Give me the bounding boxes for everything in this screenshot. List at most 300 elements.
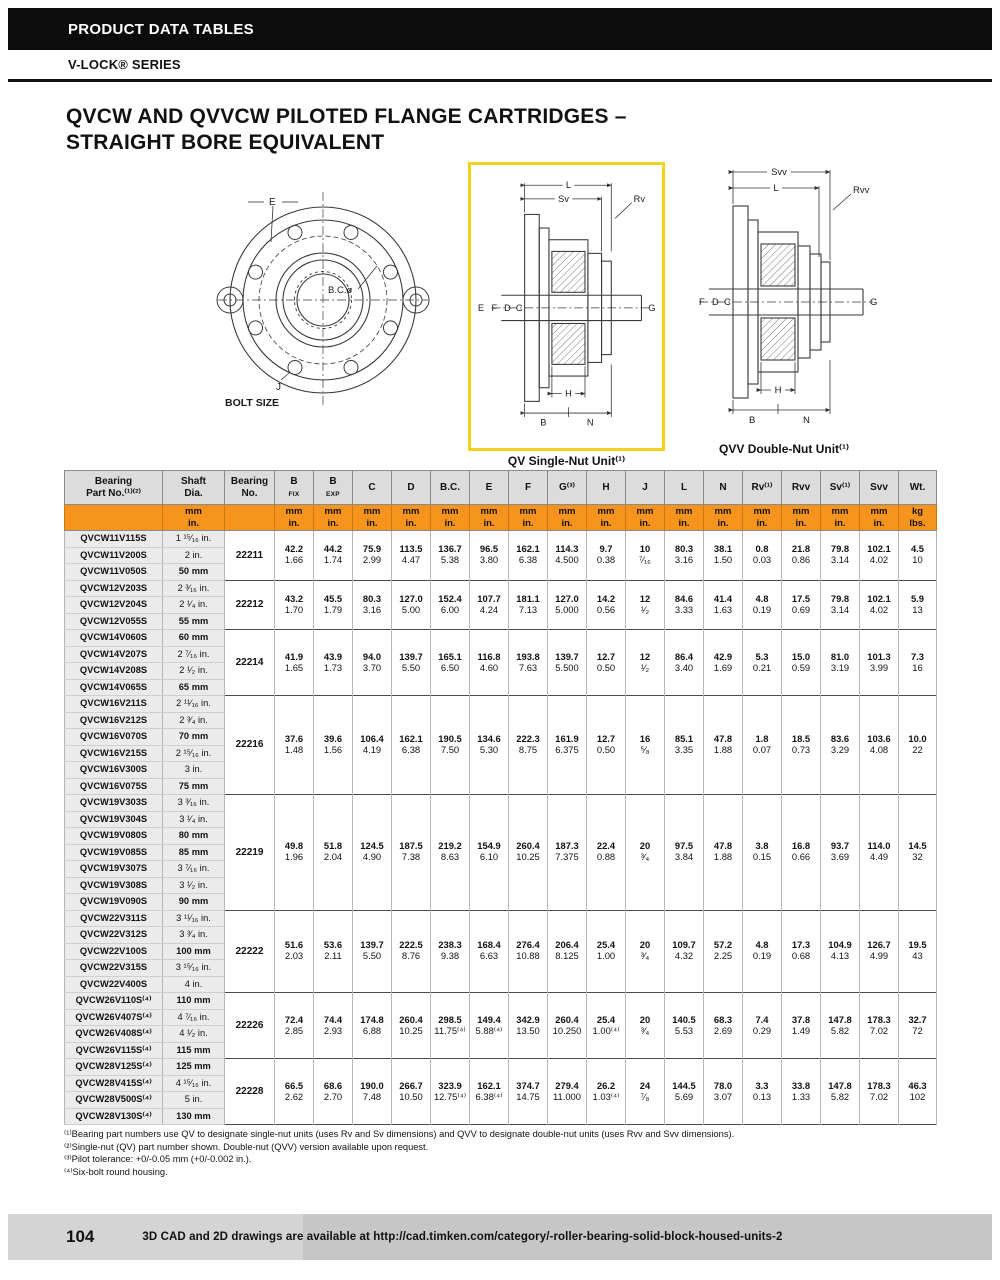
unit-cell-17: mm in. — [821, 505, 860, 531]
part-number-cell: QVCW22V400S — [65, 976, 163, 993]
table-header-row — [65, 471, 937, 505]
col-header-4: B EXP — [314, 471, 353, 505]
value-cell: 12.7 0.50 — [587, 630, 626, 696]
value-cell: 152.4 6.00 — [431, 580, 470, 630]
shaft-dia-cell: 3 in. — [163, 762, 225, 779]
value-cell: 238.3 9.38 — [431, 910, 470, 993]
dim-svv-label: Svv — [771, 167, 787, 178]
shaft-dia-cell: 5 in. — [163, 1092, 225, 1109]
dim-h-label: H — [565, 388, 572, 399]
dim-rvv-label: Rvv — [853, 185, 870, 196]
table-row — [65, 795, 937, 812]
value-cell: 39.6 1.56 — [314, 696, 353, 795]
front-j-label: J — [276, 382, 281, 393]
part-number-cell: QVCW22V100S — [65, 943, 163, 960]
table-units-row — [65, 505, 937, 531]
unit-cell-8: mm in. — [470, 505, 509, 531]
value-cell: 37.6 1.48 — [275, 696, 314, 795]
value-cell: 266.7 10.50 — [392, 1059, 431, 1125]
col-header-3: B FIX — [275, 471, 314, 505]
double-nut-diagram — [681, 162, 881, 434]
shaft-dia-cell: 70 mm — [163, 729, 225, 746]
col-header-7: B.C. — [431, 471, 470, 505]
value-cell: 104.9 4.13 — [821, 910, 860, 993]
part-number-cell: QVCW12V055S — [65, 613, 163, 630]
unit-cell-0 — [65, 505, 163, 531]
value-cell: 45.5 1.79 — [314, 580, 353, 630]
part-number-cell: QVCW22V312S — [65, 927, 163, 944]
value-cell: 22.4 0.88 — [587, 795, 626, 911]
value-cell: 276.4 10.88 — [509, 910, 548, 993]
value-cell: 162.1 6.38⁽⁴⁾ — [470, 1059, 509, 1125]
value-cell: 19.5 43 — [899, 910, 937, 993]
part-number-cell: QVCW26V110S⁽⁴⁾ — [65, 993, 163, 1010]
value-cell: 5.9 13 — [899, 580, 937, 630]
value-cell: 136.7 5.38 — [431, 531, 470, 581]
footnote: ⁽³⁾Pilot tolerance: +0/-0.05 mm (+0/-0.002 in.). — [64, 1154, 252, 1165]
value-cell: 222.5 8.76 — [392, 910, 431, 993]
value-cell: 17.5 0.69 — [782, 580, 821, 630]
part-number-cell: QVCW26V408S⁽⁴⁾ — [65, 1026, 163, 1043]
dim-rv-label: Rv — [633, 193, 645, 204]
highlight-box — [468, 162, 665, 451]
shaft-dia-cell: 2 ¹⁄₄ in. — [163, 597, 225, 614]
part-number-cell: QVCW14V207S — [65, 646, 163, 663]
value-cell: 51.6 2.03 — [275, 910, 314, 993]
value-cell: 107.7 4.24 — [470, 580, 509, 630]
col-header-16: Rvv — [782, 471, 821, 505]
table-row — [65, 630, 937, 647]
table-row — [65, 580, 937, 597]
part-number-cell: QVCW16V300S — [65, 762, 163, 779]
part-number-cell: QVCW16V070S — [65, 729, 163, 746]
value-cell: 84.6 3.33 — [665, 580, 704, 630]
shaft-dia-cell: 60 mm — [163, 630, 225, 647]
value-cell: 102.1 4.02 — [860, 531, 899, 581]
dim-c-label: C — [724, 297, 731, 308]
dim-e-label: E — [477, 302, 485, 313]
value-cell: 46.3 102 — [899, 1059, 937, 1125]
value-cell: 47.8 1.88 — [704, 696, 743, 795]
value-cell: 42.2 1.66 — [275, 531, 314, 581]
value-cell: 113.5 4.47 — [392, 531, 431, 581]
shaft-dia-cell: 4 ¹⁵⁄₁₆ in. — [163, 1075, 225, 1092]
value-cell: 154.9 6.10 — [470, 795, 509, 911]
unit-cell-14: mm in. — [704, 505, 743, 531]
value-cell: 78.0 3.07 — [704, 1059, 743, 1125]
value-cell: 342.9 13.50 — [509, 993, 548, 1059]
value-cell: 139.7 5.50 — [353, 910, 392, 993]
part-number-cell: QVCW22V311S — [65, 910, 163, 927]
part-number-cell: QVCW19V303S — [65, 795, 163, 812]
shaft-dia-cell: 4 in. — [163, 976, 225, 993]
bearing-no-cell: 22212 — [225, 580, 275, 630]
col-header-14: N — [704, 471, 743, 505]
value-cell: 161.9 6.375 — [548, 696, 587, 795]
value-cell: 109.7 4.32 — [665, 910, 704, 993]
series-label: V-LOCK® SERIES — [68, 57, 181, 72]
value-cell: 94.0 3.70 — [353, 630, 392, 696]
value-cell: 16.8 0.66 — [782, 795, 821, 911]
shaft-dia-cell: 2 ¹¹⁄₁₆ in. — [163, 696, 225, 713]
value-cell: 41.4 1.63 — [704, 580, 743, 630]
shaft-dia-cell: 4 ⁷⁄₁₆ in. — [163, 1009, 225, 1026]
value-cell: 21.8 0.86 — [782, 531, 821, 581]
unit-cell-16: mm in. — [782, 505, 821, 531]
value-cell: 72.4 2.85 — [275, 993, 314, 1059]
col-header-13: L — [665, 471, 704, 505]
value-cell: 165.1 6.50 — [431, 630, 470, 696]
value-cell: 187.3 7.375 — [548, 795, 587, 911]
value-cell: 42.9 1.69 — [704, 630, 743, 696]
single-nut-dimensions — [525, 183, 632, 417]
dim-f-label: F — [491, 302, 498, 313]
value-cell: 260.4 10.25 — [392, 993, 431, 1059]
value-cell: 12 ¹⁄₂ — [626, 630, 665, 696]
dim-sv-label: Sv — [558, 193, 569, 204]
page-title-line2: STRAIGHT BORE EQUIVALENT — [66, 130, 385, 154]
value-cell: 190.5 7.50 — [431, 696, 470, 795]
unit-cell-3: mm in. — [275, 505, 314, 531]
value-cell: 190.0 7.48 — [353, 1059, 392, 1125]
header-rule — [8, 79, 992, 82]
value-cell: 86.4 3.40 — [665, 630, 704, 696]
dim-f-label: F — [699, 297, 705, 308]
table-row — [65, 1059, 937, 1076]
value-cell: 144.5 5.69 — [665, 1059, 704, 1125]
value-cell: 3.3 0.13 — [743, 1059, 782, 1125]
value-cell: 260.4 10.25 — [509, 795, 548, 911]
value-cell: 33.8 1.33 — [782, 1059, 821, 1125]
value-cell: 18.5 0.73 — [782, 696, 821, 795]
value-cell: 12 ¹⁄₂ — [626, 580, 665, 630]
value-cell: 43.9 1.73 — [314, 630, 353, 696]
unit-cell-13: mm in. — [665, 505, 704, 531]
part-number-cell: QVCW28V415S⁽⁴⁾ — [65, 1075, 163, 1092]
value-cell: 80.3 3.16 — [353, 580, 392, 630]
shaft-dia-cell: 50 mm — [163, 564, 225, 581]
value-cell: 103.6 4.08 — [860, 696, 899, 795]
bearing-no-cell: 22226 — [225, 993, 275, 1059]
part-number-cell: QVCW11V050S — [65, 564, 163, 581]
unit-cell-5: mm in. — [353, 505, 392, 531]
col-header-1: Shaft Dia. — [163, 471, 225, 505]
value-cell: 25.4 1.00⁽⁴⁾ — [587, 993, 626, 1059]
value-cell: 147.8 5.82 — [821, 993, 860, 1059]
table-row — [65, 696, 937, 713]
value-cell: 7.3 16 — [899, 630, 937, 696]
header-bar-title: PRODUCT DATA TABLES — [68, 20, 254, 38]
table-row — [65, 531, 937, 548]
value-cell: 47.8 1.88 — [704, 795, 743, 911]
col-header-15: Rv⁽¹⁾ — [743, 471, 782, 505]
col-header-5: C — [353, 471, 392, 505]
bearing-no-cell: 22222 — [225, 910, 275, 993]
shaft-dia-cell: 100 mm — [163, 943, 225, 960]
unit-cell-4: mm in. — [314, 505, 353, 531]
part-number-cell: QVCW14V060S — [65, 630, 163, 647]
footnotes — [64, 1128, 944, 1178]
value-cell: 206.4 8.125 — [548, 910, 587, 993]
shaft-dia-cell: 3 ³⁄₁₆ in. — [163, 795, 225, 812]
value-cell: 168.4 6.63 — [470, 910, 509, 993]
value-cell: 24 ⁷⁄₈ — [626, 1059, 665, 1125]
value-cell: 7.4 0.29 — [743, 993, 782, 1059]
value-cell: 15.0 0.59 — [782, 630, 821, 696]
unit-cell-1: mm in. — [163, 505, 225, 531]
value-cell: 114.3 4.500 — [548, 531, 587, 581]
value-cell: 323.9 12.75⁽⁴⁾ — [431, 1059, 470, 1125]
page-title — [66, 104, 627, 155]
value-cell: 79.8 3.14 — [821, 531, 860, 581]
dim-n-label: N — [586, 417, 594, 428]
shaft-dia-cell: 115 mm — [163, 1042, 225, 1059]
dim-d-label: D — [504, 302, 511, 313]
value-cell: 0.8 0.03 — [743, 531, 782, 581]
value-cell: 74.4 2.93 — [314, 993, 353, 1059]
value-cell: 162.1 6.38 — [392, 696, 431, 795]
value-cell: 44.2 1.74 — [314, 531, 353, 581]
shaft-dia-cell: 130 mm — [163, 1108, 225, 1125]
value-cell: 126.7 4.99 — [860, 910, 899, 993]
value-cell: 219.2 8.63 — [431, 795, 470, 911]
unit-cell-6: mm in. — [392, 505, 431, 531]
part-number-cell: QVCW28V500S⁽⁴⁾ — [65, 1092, 163, 1109]
value-cell: 134.6 5.30 — [470, 696, 509, 795]
value-cell: 4.8 0.19 — [743, 580, 782, 630]
value-cell: 51.8 2.04 — [314, 795, 353, 911]
unit-cell-7: mm in. — [431, 505, 470, 531]
value-cell: 4.5 10 — [899, 531, 937, 581]
part-number-cell: QVCW19V080S — [65, 828, 163, 845]
shaft-dia-cell: 80 mm — [163, 828, 225, 845]
unit-cell-12: mm in. — [626, 505, 665, 531]
front-bc-label: B.C.ø — [328, 285, 353, 296]
table-row — [65, 993, 937, 1010]
page-number: 104 — [66, 1227, 95, 1246]
double-nut-section — [681, 162, 887, 456]
part-number-cell: QVCW19V085S — [65, 844, 163, 861]
value-cell: 14.5 32 — [899, 795, 937, 911]
shaft-dia-cell: 2 ⁷⁄₁₆ in. — [163, 646, 225, 663]
header-bar — [8, 8, 992, 50]
value-cell: 174.8 6.88 — [353, 993, 392, 1059]
value-cell: 57.2 2.25 — [704, 910, 743, 993]
shaft-dia-cell: 3 ¹¹⁄₁₆ in. — [163, 910, 225, 927]
dim-g-label: G — [870, 297, 878, 308]
part-number-cell: QVCW28V130S⁽⁴⁾ — [65, 1108, 163, 1125]
front-view-diagram — [128, 162, 458, 434]
col-header-11: H — [587, 471, 626, 505]
value-cell: 20 ³⁄₄ — [626, 993, 665, 1059]
bearing-no-cell: 22216 — [225, 696, 275, 795]
unit-cell-11: mm in. — [587, 505, 626, 531]
footnote: ⁽²⁾Single-nut (QV) part number shown. Double-nut (QVV) version available upon request. — [64, 1141, 429, 1152]
value-cell: 178.3 7.02 — [860, 993, 899, 1059]
shaft-dia-cell: 110 mm — [163, 993, 225, 1010]
part-number-cell: QVCW22V315S — [65, 960, 163, 977]
shaft-dia-cell: 2 ³⁄₁₆ in. — [163, 580, 225, 597]
single-nut-section — [468, 162, 665, 468]
col-header-19: Wt. — [899, 471, 937, 505]
value-cell: 3.8 0.15 — [743, 795, 782, 911]
shaft-dia-cell: 1 ¹⁵⁄₁₆ in. — [163, 531, 225, 548]
value-cell: 140.5 5.53 — [665, 993, 704, 1059]
bearing-no-cell: 22211 — [225, 531, 275, 581]
value-cell: 53.6 2.11 — [314, 910, 353, 993]
value-cell: 10 ⁷⁄₁₆ — [626, 531, 665, 581]
bearing-no-cell: 22214 — [225, 630, 275, 696]
unit-cell-18: mm in. — [860, 505, 899, 531]
value-cell: 38.1 1.50 — [704, 531, 743, 581]
dim-h-label: H — [774, 385, 782, 396]
shaft-dia-cell: 2 ³⁄₄ in. — [163, 712, 225, 729]
part-number-cell: QVCW12V203S — [65, 580, 163, 597]
value-cell: 222.3 8.75 — [509, 696, 548, 795]
value-cell: 149.4 5.88⁽⁴⁾ — [470, 993, 509, 1059]
dim-l-label: L — [773, 183, 779, 194]
value-cell: 32.7 72 — [899, 993, 937, 1059]
col-header-6: D — [392, 471, 431, 505]
part-number-cell: QVCW19V307S — [65, 861, 163, 878]
value-cell: 68.3 2.69 — [704, 993, 743, 1059]
value-cell: 298.5 11.75⁽⁴⁾ — [431, 993, 470, 1059]
value-cell: 43.2 1.70 — [275, 580, 314, 630]
part-number-cell: QVCW26V407S⁽⁴⁾ — [65, 1009, 163, 1026]
part-number-cell: QVCW14V208S — [65, 663, 163, 680]
value-cell: 20 ³⁄₄ — [626, 795, 665, 911]
value-cell: 116.8 4.60 — [470, 630, 509, 696]
part-number-cell: QVCW19V304S — [65, 811, 163, 828]
unit-cell-19: kg lbs. — [899, 505, 937, 531]
part-number-cell: QVCW11V115S — [65, 531, 163, 548]
dim-n-label: N — [803, 415, 810, 426]
shaft-dia-cell: 3 ⁷⁄₁₆ in. — [163, 861, 225, 878]
value-cell: 124.5 4.90 — [353, 795, 392, 911]
value-cell: 101.3 3.99 — [860, 630, 899, 696]
part-number-cell: QVCW19V308S — [65, 877, 163, 894]
col-header-17: Sv⁽¹⁾ — [821, 471, 860, 505]
footnote: ⁽¹⁾Bearing part numbers use QV to designate single-nut units (uses Rv and Sv dimensions) and QVV to designate double-nut units (uses Rvv and Svv dimensions). — [64, 1129, 735, 1139]
dim-g-label: G — [648, 302, 656, 313]
shaft-dia-cell: 3 ¹⁄₂ in. — [163, 877, 225, 894]
unit-cell-15: mm in. — [743, 505, 782, 531]
value-cell: 181.1 7.13 — [509, 580, 548, 630]
double-nut-caption: QVV Double-Nut Unit⁽¹⁾ — [719, 442, 849, 456]
value-cell: 193.8 7.63 — [509, 630, 548, 696]
value-cell: 147.8 5.82 — [821, 1059, 860, 1125]
dim-c-label: C — [515, 302, 523, 313]
value-cell: 93.7 3.69 — [821, 795, 860, 911]
diagram-row — [128, 162, 887, 468]
value-cell: 81.0 3.19 — [821, 630, 860, 696]
page-title-line1: QVCW AND QVVCW PILOTED FLANGE CARTRIDGES – — [66, 105, 627, 128]
bearing-no-cell: 22219 — [225, 795, 275, 911]
part-number-cell: QVCW26V115S⁽⁴⁾ — [65, 1042, 163, 1059]
footer-bar — [8, 1214, 992, 1260]
value-cell: 26.2 1.03⁽⁴⁾ — [587, 1059, 626, 1125]
front-view-centerlines — [218, 192, 428, 408]
value-cell: 10.0 22 — [899, 696, 937, 795]
col-header-9: F — [509, 471, 548, 505]
value-cell: 102.1 4.02 — [860, 580, 899, 630]
dim-d-label: D — [712, 297, 719, 308]
value-cell: 139.7 5.500 — [548, 630, 587, 696]
shaft-dia-cell: 65 mm — [163, 679, 225, 696]
value-cell: 114.0 4.49 — [860, 795, 899, 911]
dim-b-label: B — [749, 415, 756, 426]
value-cell: 139.7 5.50 — [392, 630, 431, 696]
unit-cell-10: mm in. — [548, 505, 587, 531]
value-cell: 97.5 3.84 — [665, 795, 704, 911]
value-cell: 14.2 0.56 — [587, 580, 626, 630]
footer-text: 3D CAD and 2D drawings are available at http://cad.timken.com/category/-roller-bearing-solid-block-housed-units-2 — [142, 1231, 783, 1243]
shaft-dia-cell: 2 ¹⁄₂ in. — [163, 663, 225, 680]
value-cell: 85.1 3.35 — [665, 696, 704, 795]
value-cell: 9.7 0.38 — [587, 531, 626, 581]
col-header-0: Bearing Part No.⁽¹⁾⁽²⁾ — [65, 471, 163, 505]
single-nut-diagram — [474, 168, 659, 440]
value-cell: 374.7 14.75 — [509, 1059, 548, 1125]
value-cell: 66.5 2.62 — [275, 1059, 314, 1125]
part-number-cell: QVCW16V075S — [65, 778, 163, 795]
value-cell: 17.3 0.68 — [782, 910, 821, 993]
shaft-dia-cell: 55 mm — [163, 613, 225, 630]
shaft-dia-cell: 125 mm — [163, 1059, 225, 1076]
value-cell: 279.4 11.000 — [548, 1059, 587, 1125]
value-cell: 25.4 1.00 — [587, 910, 626, 993]
value-cell: 68.6 2.70 — [314, 1059, 353, 1125]
value-cell: 75.9 2.99 — [353, 531, 392, 581]
value-cell: 41.9 1.65 — [275, 630, 314, 696]
dim-l-label: L — [565, 180, 572, 191]
value-cell: 4.8 0.19 — [743, 910, 782, 993]
shaft-dia-cell: 3 ¹⁵⁄₁₆ in. — [163, 960, 225, 977]
value-cell: 49.8 1.96 — [275, 795, 314, 911]
table-row — [65, 910, 937, 927]
spec-table — [64, 470, 937, 1125]
value-cell: 178.3 7.02 — [860, 1059, 899, 1125]
part-number-cell: QVCW16V211S — [65, 696, 163, 713]
part-number-cell: QVCW14V065S — [65, 679, 163, 696]
col-header-12: J — [626, 471, 665, 505]
shaft-dia-cell: 90 mm — [163, 894, 225, 911]
part-number-cell: QVCW16V212S — [65, 712, 163, 729]
part-number-cell: QVCW19V090S — [65, 894, 163, 911]
unit-cell-9: mm in. — [509, 505, 548, 531]
part-number-cell: QVCW16V215S — [65, 745, 163, 762]
single-nut-caption: QV Single-Nut Unit⁽¹⁾ — [507, 454, 626, 468]
shaft-dia-cell: 2 in. — [163, 547, 225, 564]
col-header-10: G⁽³⁾ — [548, 471, 587, 505]
value-cell: 106.4 4.19 — [353, 696, 392, 795]
col-header-18: Svv — [860, 471, 899, 505]
value-cell: 127.0 5.000 — [548, 580, 587, 630]
value-cell: 83.6 3.29 — [821, 696, 860, 795]
value-cell: 16 ⁵⁄₈ — [626, 696, 665, 795]
value-cell: 1.8 0.07 — [743, 696, 782, 795]
front-e-label: E — [269, 197, 276, 208]
footnote: ⁽⁴⁾Six-bolt round housing. — [64, 1166, 168, 1177]
part-number-cell: QVCW12V204S — [65, 597, 163, 614]
col-header-2: Bearing No. — [225, 471, 275, 505]
front-view-leaders — [248, 202, 377, 380]
col-header-8: E — [470, 471, 509, 505]
value-cell: 127.0 5.00 — [392, 580, 431, 630]
shaft-dia-cell: 3 ¹⁄₄ in. — [163, 811, 225, 828]
part-number-cell: QVCW28V125S⁽⁴⁾ — [65, 1059, 163, 1076]
value-cell: 162.1 6.38 — [509, 531, 548, 581]
